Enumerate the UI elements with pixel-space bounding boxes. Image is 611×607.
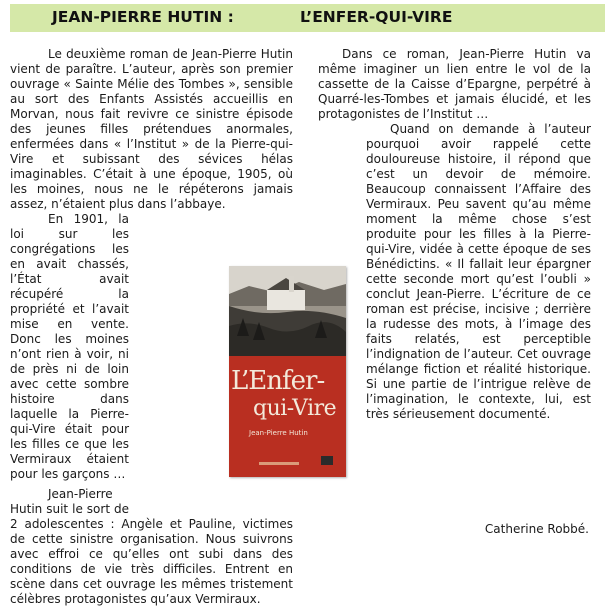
book-cover-photo bbox=[229, 266, 346, 356]
paragraph-history: En 1901, la loi sur les congrégations les en avait chassés, l’État avait récupéré la propriété et l’avait mise en vente. Donc les moines n’ont rien à voir, ni de près ni de loin avec cette sombre histoire dans laquelle la Pierre-qui-Vire était pour les filles ce que les Vermiraux étaient pour les garçons … bbox=[10, 212, 129, 481]
article-header bbox=[10, 4, 605, 32]
signature: Catherine Robbé. bbox=[484, 522, 589, 536]
paragraph-intro: Le deuxième roman de Jean-Pierre Hutin vient de paraître. L’auteur, après son premier ouvrage « Sainte Mélie des Tombes », sensible au sort des Enfants Assistés accueillis en Morvan, nous fait revivre ce sinistre épisode des jeunes filles prétendues anormales, enfermées dans « l’Institut » de la Pierre-qui-Vire et subissant des sévices hélas imaginables. C’était à une époque, 1905, où les moines, nous ne le répéterons jamais assez, n’étaient plus dans l’abbaye. bbox=[10, 47, 293, 211]
book-title-heading: L’ENFER-QUI-VIRE bbox=[300, 8, 453, 26]
paragraph-plot: Jean-Pierre Hutin suit le sort de 2 adolescentes : Angèle et Pauline, victimes de cette sinistre organisation. Nous suivrons avec effroi ce qu’elles ont subi dans des conditions de vie très difficiles. Entrent en scène dans cet ouvrage les mêmes tristement célèbres protagonistes qu’aux Vermiraux. bbox=[10, 487, 293, 606]
book-cover-publisher-mark bbox=[259, 462, 299, 465]
book-cover-author: Jean-Pierre Hutin bbox=[249, 429, 308, 437]
book-cover-title-line-2: qui-Vire bbox=[253, 396, 337, 421]
book-cover-publisher-logo bbox=[321, 456, 333, 465]
book-cover-image bbox=[229, 266, 346, 477]
paragraph-interview: Quand on demande à l’auteur pourquoi avoir rappelé cette douloureuse histoire, il répond que c’est un devoir de mémoire. Beaucoup connaissent l’Affaire des Vermiraux. Peu savent qu’au même moment la même chose s’est produite pour les filles à la Pierre-qui-Vire, vidée à cette époque de ses Bénédictins. « Il fallait leur épargner cette seconde mort qu’est l’oubli » conclut Jean-Pierre. L’écriture de ce roman est précise, incisive ; derrière la rudesse des mots, à l’image des faits relatés, est perceptible l’indignation de l’auteur. Cet ouvrage mélange fiction et réalité historique. Si une partie de l’intrigue relève de l’imagination, le contexte, lui, est très sérieusement documenté. bbox=[366, 122, 591, 421]
paragraph-link: Dans ce roman, Jean-Pierre Hutin va même imaginer un lien entre le vol de la cassette de la Caisse d’Epargne, perpétré à Quarré-les-Tombes et jamais élucidé, et les protagonistes de l’Institut … bbox=[318, 47, 591, 121]
right-column bbox=[318, 47, 591, 454]
book-cover-title-line-1: L’Enfer- bbox=[231, 366, 325, 396]
author-name-heading: JEAN-PIERRE HUTIN : bbox=[52, 8, 234, 26]
